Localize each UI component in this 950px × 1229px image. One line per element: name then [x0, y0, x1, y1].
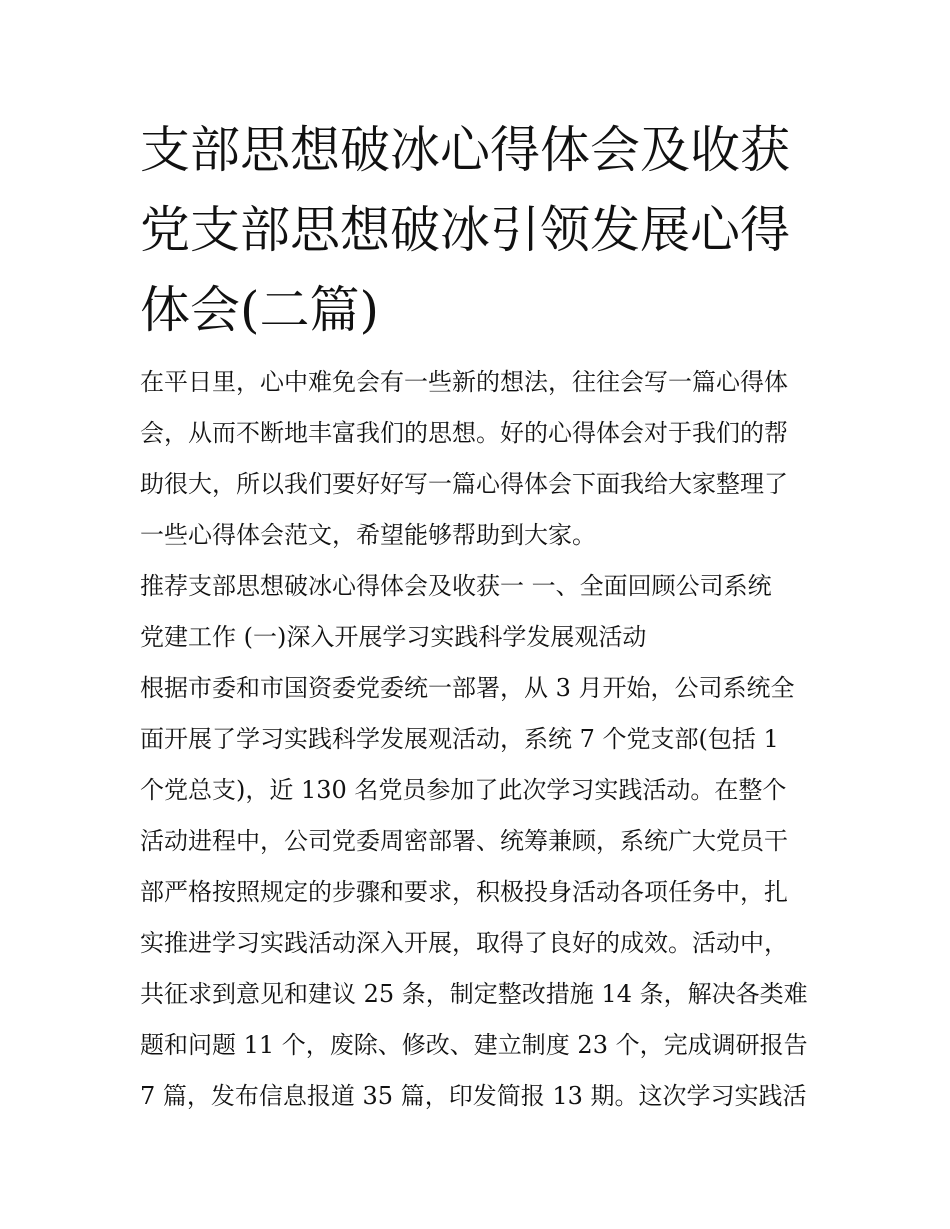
- body-line: 推荐支部思想破冰心得体会及收获一 一、全面回顾公司系统: [140, 572, 772, 600]
- title-line: 支部思想破冰心得体会及收获: [140, 121, 790, 179]
- title-line: 体会(二篇): [140, 281, 380, 339]
- body-line: 题和问题 11 个，废除、修改、建立制度 23 个，完成调研报告: [140, 1031, 808, 1059]
- body-line: 7 篇，发布信息报道 35 篇，印发简报 13 期。这次学习实践活: [140, 1082, 807, 1110]
- body-line: 实推进学习实践活动深入开展，取得了良好的成效。活动中，: [140, 929, 788, 957]
- body-line: 面开展了学习实践科学发展观活动，系统 7 个党支部(包括 1: [140, 725, 779, 753]
- document-title: [140, 110, 820, 350]
- body-line: 个党总支)，近 130 名党员参加了此次学习实践活动。在整个: [140, 776, 787, 804]
- body-line: 部严格按照规定的步骤和要求，积极投身活动各项任务中，扎: [140, 878, 788, 906]
- body-line: 共征求到意见和建议 25 条，制定整改措施 14 条，解决各类难: [140, 980, 808, 1008]
- body-line: 党建工作 (一)深入开展学习实践科学发展观活动: [140, 623, 647, 651]
- body-line: 助很大，所以我们要好好写一篇心得体会下面我给大家整理了: [140, 470, 788, 498]
- body-line: 一些心得体会范文，希望能够帮助到大家。: [140, 521, 596, 549]
- body-line: 在平日里，心中难免会有一些新的想法，往往会写一篇心得体: [140, 368, 788, 396]
- document-body: [140, 357, 830, 1122]
- body-line: 活动进程中，公司党委周密部署、统筹兼顾，系统广大党员干: [140, 827, 788, 855]
- body-line: 会，从而不断地丰富我们的思想。好的心得体会对于我们的帮: [140, 419, 788, 447]
- body-line: 根据市委和市国资委党委统一部署，从 3 月开始，公司系统全: [140, 674, 795, 702]
- title-line: 党支部思想破冰引领发展心得: [140, 201, 790, 259]
